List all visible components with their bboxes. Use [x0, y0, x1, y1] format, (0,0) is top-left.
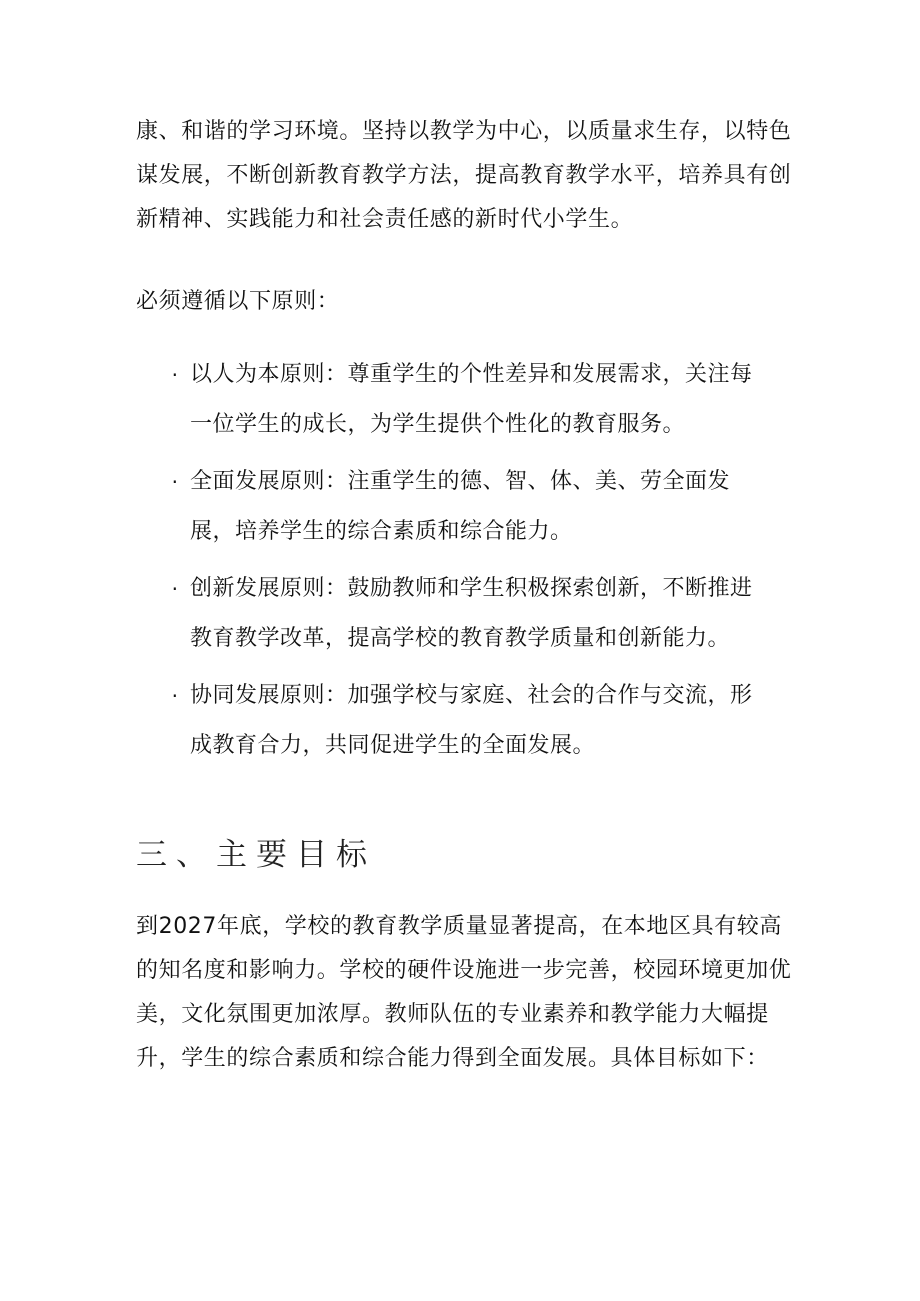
bullet-icon: · — [171, 470, 179, 494]
principles-list — [136, 350, 796, 778]
principle-text: 全面发展原则：注重学生的德、智、体、美、劳全面发展，培养学生的综合素质和综合能力。 — [190, 469, 731, 544]
principles-intro: 必须遵循以下原则： — [136, 289, 340, 314]
list-item — [136, 350, 796, 450]
goals-paragraph: 到2027年底，学校的教育教学质量显著提高，在本地区具有较高的知名度和影响力。学校的硬件设施进一步完善，校园环境更加优美，文化氛围更加浓厚。教师队伍的专业素养和教学能力大幅提升，学生的综合素质和综合能力得到全面发展。具体目标如下： — [136, 914, 792, 1071]
bullet-icon: · — [171, 577, 179, 601]
list-item — [136, 457, 796, 557]
principle-text: 以人为本原则：尊重学生的个性差异和发展需求，关注每一位学生的成长，为学生提供个性化的教育服务。 — [190, 362, 753, 437]
intro-paragraph: 康、和谐的学习环境。坚持以教学为中心，以质量求生存，以特色谋发展，不断创新教育教学方法，提高教育教学水平，培养具有创新精神、实践能力和社会责任感的新时代小学生。 — [136, 119, 792, 232]
bullet-icon: · — [171, 684, 179, 708]
list-item — [136, 564, 796, 664]
list-item — [136, 671, 796, 771]
bullet-icon: · — [171, 363, 179, 387]
section-heading: 三、主要目标 — [136, 837, 376, 873]
principle-text: 协同发展原则：加强学校与家庭、社会的合作与交流，形成教育合力，共同促进学生的全面发展。 — [190, 683, 753, 758]
principle-text: 创新发展原则：鼓励教师和学生积极探索创新，不断推进教育教学改革，提高学校的教育教学质量和创新能力。 — [190, 576, 753, 651]
